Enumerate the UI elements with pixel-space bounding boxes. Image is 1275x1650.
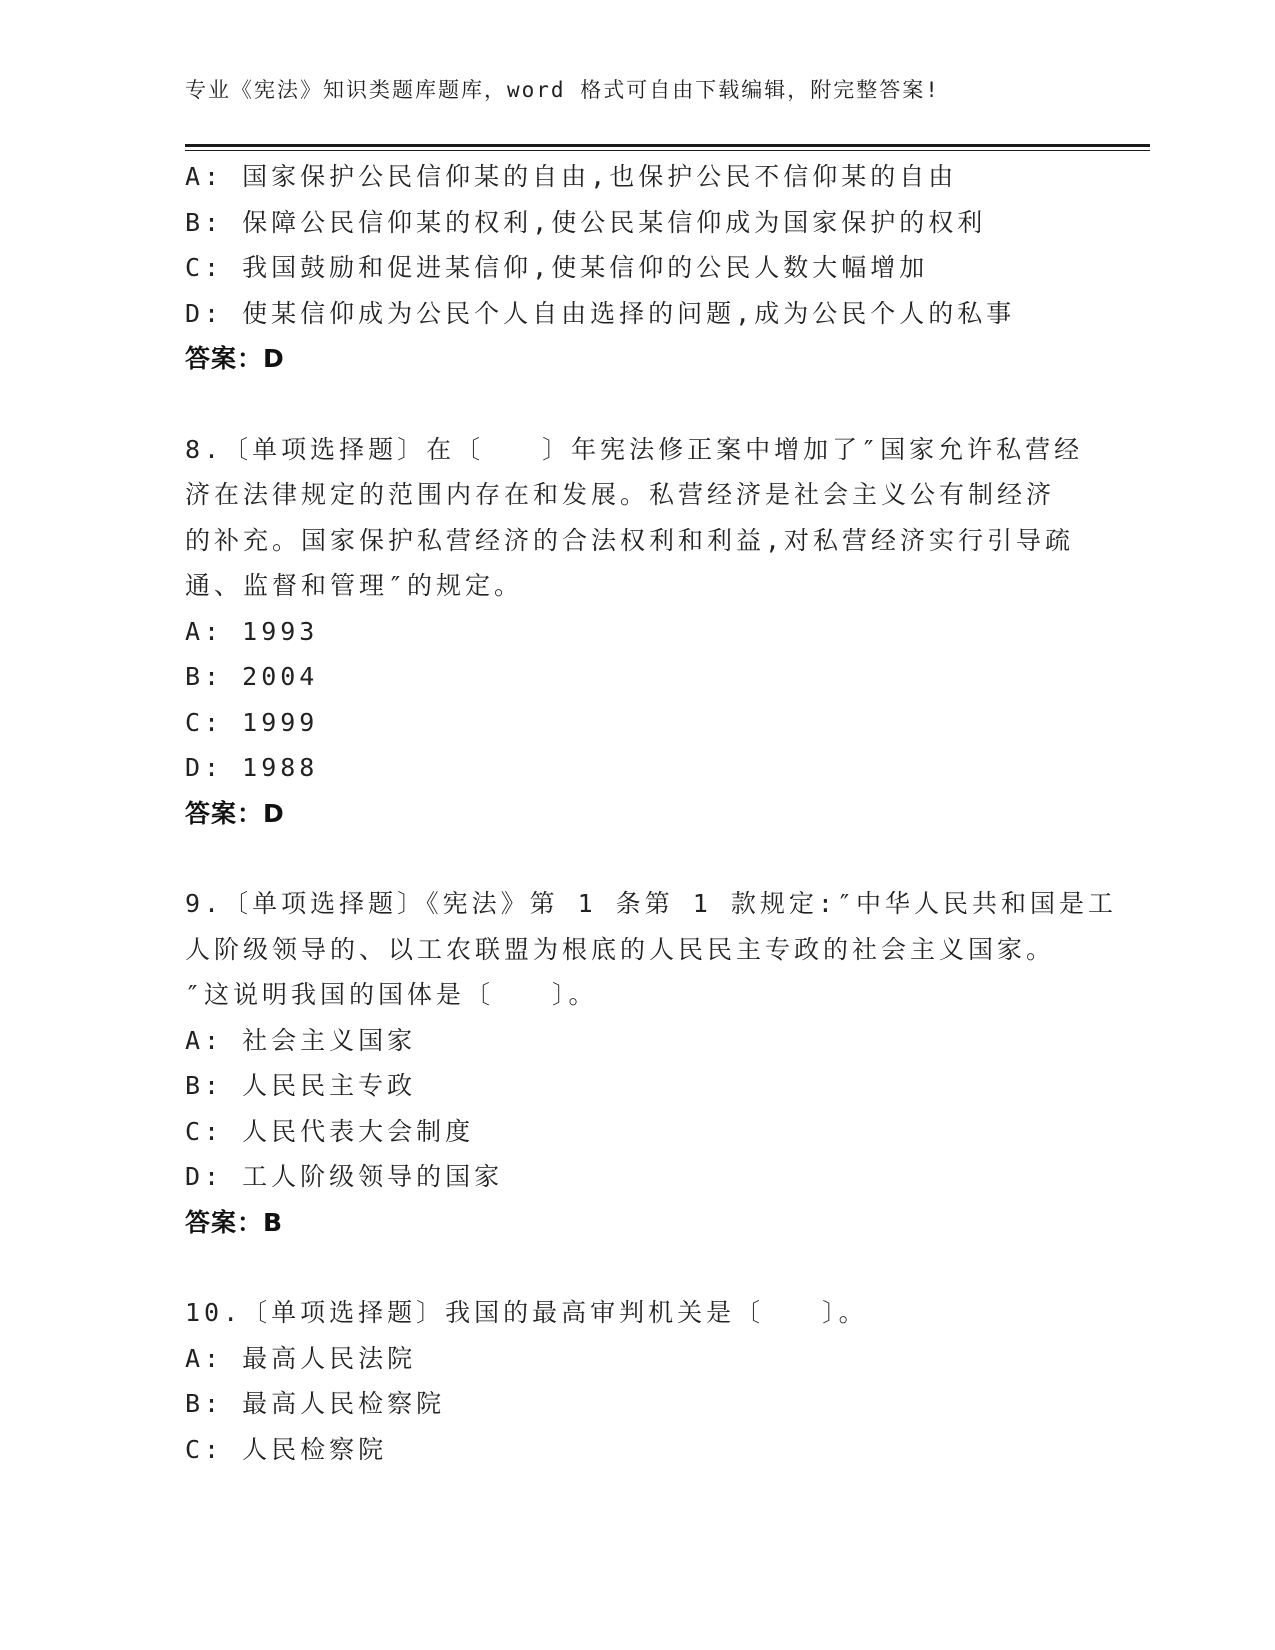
header-rule-thin bbox=[185, 150, 1150, 151]
question-10 bbox=[185, 1290, 1085, 1472]
question-8 bbox=[185, 427, 1085, 837]
question-text-line: 通、监督和管理″的规定。 bbox=[185, 571, 524, 600]
option-a: A: 国家保护公民信仰某的自由,也保护公民不信仰某的自由 bbox=[185, 162, 958, 191]
question-text-line: 8.〔单项选择题〕在〔 〕年宪法修正案中增加了″国家允许私营经 bbox=[185, 434, 1084, 464]
option-c: C: 1999 bbox=[185, 707, 319, 737]
answer: 答案：D bbox=[185, 344, 285, 373]
question-list bbox=[185, 154, 1118, 1472]
question-text-line: 10.〔单项选择题〕我国的最高审判机关是〔 〕。 bbox=[185, 1298, 868, 1327]
option-d: D: 使某信仰成为公民个人自由选择的问题,成为公民个人的私事 bbox=[185, 298, 1016, 328]
question-9 bbox=[185, 881, 1118, 1245]
option-a: A: 最高人民法院 bbox=[185, 1343, 417, 1373]
question-text-line: ″这说明我国的国体是〔 〕。 bbox=[185, 980, 598, 1009]
option-a: A: 1993 bbox=[185, 616, 319, 646]
question-text-line: 的补充。国家保护私营经济的合法权利和利益,对私营经济实行引导疏 bbox=[185, 525, 1075, 555]
option-d: D: 1988 bbox=[185, 753, 319, 782]
answer: 答案：D bbox=[185, 798, 285, 828]
option-b: B: 保障公民信仰某的权利,使公民某信仰成为国家保护的权利 bbox=[185, 207, 987, 237]
option-c: C: 人民代表大会制度 bbox=[185, 1116, 475, 1146]
option-c: C: 人民检察院 bbox=[185, 1434, 388, 1464]
page-header: 专业《宪法》知识类题库题库，word 格式可自由下载编辑，附完整答案! bbox=[185, 78, 940, 102]
question-7 bbox=[185, 154, 1085, 382]
header-rule-thick bbox=[185, 144, 1150, 147]
question-text-line: 济在法律规定的范围内存在和发展。私营经济是社会主义公有制经济 bbox=[185, 480, 1056, 509]
option-c: C: 我国鼓励和促进某信仰,使某信仰的公民人数大幅增加 bbox=[185, 253, 929, 282]
answer: 答案：B bbox=[185, 1207, 284, 1237]
option-b: B: 2004 bbox=[185, 662, 319, 691]
question-text-line: 人阶级领导的、以工农联盟为根底的人民民主专政的社会主义国家。 bbox=[185, 934, 1056, 964]
option-b: B: 最高人民检察院 bbox=[185, 1389, 446, 1418]
option-a: A: 社会主义国家 bbox=[185, 1025, 417, 1055]
option-b: B: 人民民主专政 bbox=[185, 1071, 417, 1100]
question-text-line: 9.〔单项选择题〕《宪法》第 1 条第 1 款规定:″中华人民共和国是工 bbox=[185, 889, 1118, 918]
option-d: D: 工人阶级领导的国家 bbox=[185, 1162, 504, 1191]
